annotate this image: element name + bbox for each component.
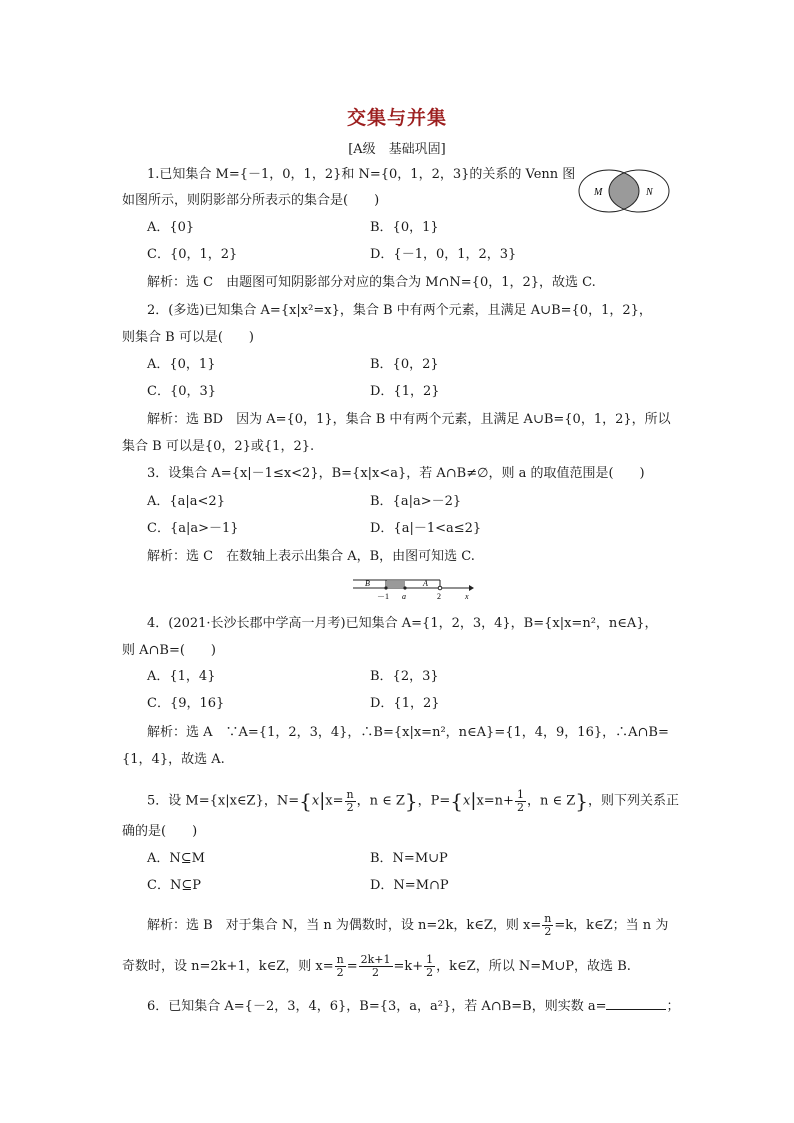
q1-option-b: B．{0，1} (370, 220, 439, 235)
q6-text: 6．已知集合 A={－2，3，4，6}，B={3，a，a²}，若 A∩B=B，则实数 a= (147, 999, 607, 1014)
q5-n-close: } (404, 789, 418, 813)
q3-option-c: C．{a|a>－1} (147, 521, 239, 536)
q5-answer2-fraction1 (335, 954, 346, 979)
q5-answer2-den3: 2 (426, 966, 434, 979)
label-minus-1: －1 (377, 592, 389, 601)
q3-option-b: B．{a|a>－2} (370, 494, 462, 509)
q5-option-b: B．N=M∪P (370, 851, 448, 866)
q5-answer2-num2: 2k+1 (360, 953, 391, 966)
q5-line1 (147, 788, 679, 815)
q1-option-c: C．{0，1，2} (147, 247, 238, 262)
q6-tail: ； (666, 999, 680, 1014)
q5-answer1-text: 解析：选 B 对于集合 N，当 n 为偶数时，设 n=2k，k∈Z，则 x= (147, 918, 542, 933)
q5-answer2-mid: =k+ (393, 959, 424, 974)
q1-line1: 1.已知集合 M={－1，0，1，2}和 N={0，1，2，3}的关系的 Venn 图 (147, 167, 576, 182)
point-2 (438, 586, 442, 590)
q5-p-expr: x=n+ (476, 793, 514, 809)
q5-answer2-fraction3 (424, 954, 435, 979)
level-heading: [A级 基础巩固] (348, 142, 446, 157)
label-set-b: B (365, 579, 370, 588)
q5-answer2-text: 奇数时，设 n=2k+1，k∈Z，则 x= (122, 959, 334, 974)
q2-line2: 则集合 B 可以是( ) (122, 330, 254, 345)
q2-answer-line1: 解析：选 BD 因为 A={0，1}，集合 B 中有两个元素，且满足 A∪B={0，1，2}，所以 (147, 412, 671, 427)
q2-option-c: C．{0，3} (147, 384, 217, 399)
q5-p-bar: | (470, 790, 477, 811)
q5-answer2-den1: 2 (336, 966, 344, 979)
q3-answer: 解析：选 C 在数轴上表示出集合 A，B，由图可知选 C. (147, 549, 475, 564)
q2-option-a: A．{0，1} (147, 357, 216, 372)
page-title: 交集与并集 (346, 107, 447, 129)
q4-option-c: C．{9，16} (147, 696, 225, 711)
q5-answer2-fraction2 (359, 954, 393, 979)
q2-option-b: B．{0，2} (370, 357, 439, 372)
q5-answer-line1 (147, 912, 668, 940)
q4-answer-line2: {1，4}，故选 A. (122, 752, 225, 767)
q1-answer: 解析：选 C 由题图可知阴影部分对应的集合为 M∩N={0，1，2}，故选 C. (147, 275, 596, 290)
number-line (353, 574, 477, 604)
label-x: x (465, 592, 469, 601)
q5-option-a: A．N⊆M (147, 851, 205, 866)
q5-answer1-den: 2 (544, 925, 552, 938)
q5-answer2-num1: n (336, 953, 344, 966)
q5-answer1-num: n (544, 912, 552, 925)
q5-n-expr: x= (325, 793, 344, 809)
q5-option-c: C．N⊆P (147, 878, 201, 893)
q4-line1: 4．(2021·长沙长郡中学高一月考)已知集合 A={1，2，3，4}，B={x|x=n²，n∈A}， (147, 616, 658, 631)
q5-answer1-fraction (542, 913, 553, 938)
q4-option-d: D．{1，2} (370, 696, 440, 711)
q5-answer2-tail: ，k∈Z，所以 N=M∪P，故选 B. (436, 959, 631, 974)
q5-answer2-num3: 1 (426, 953, 434, 966)
q2-line1: 2．(多选)已知集合 A={x|x²=x}，集合 B 中有两个元素，且满足 A∪B={0，1，2}， (147, 303, 652, 318)
point-a (403, 586, 406, 589)
q5-answer2-eq: = (346, 959, 358, 974)
q5-p-cond: ，n ∈ Z (526, 793, 576, 809)
q5-p-denominator: 2 (516, 800, 524, 814)
q3-option-a: A．{a|a<2} (147, 494, 225, 509)
q1-option-a: A．{0} (147, 220, 195, 235)
q5-suffix: ，则下列关系正 (587, 793, 679, 809)
q1-line2: 如图所示，则阴影部分所表示的集合是( ) (122, 193, 380, 208)
q5-option-d: D．N=M∩P (370, 878, 449, 893)
q6-answer-blank[interactable] (606, 997, 666, 1010)
q5-p-numerator: 1 (516, 787, 524, 801)
q5-n-denominator: 2 (346, 800, 354, 814)
q4-line2: 则 A∩B=( ) (122, 643, 217, 658)
q5-p-set: { (450, 789, 464, 813)
venn-diagram (577, 168, 671, 214)
label-set-a: A (423, 579, 428, 588)
q4-option-a: A．{1，4} (147, 669, 216, 684)
q5-answer1-tail: =k，k∈Z；当 n 为 (554, 918, 669, 933)
q4-answer-line1: 解析：选 A ∵A={1，2，3，4}，∴B={x|x=n²，n∈A}={1，4，9，16}，∴A∩B= (147, 725, 669, 740)
q5-n-cond: ，n ∈ Z (356, 793, 405, 809)
point-minus-1 (384, 586, 387, 589)
overlap-shading (386, 581, 405, 588)
q5-line2: 确的是( ) (122, 824, 198, 839)
q5-n-numerator: n (346, 787, 354, 801)
q5-p-prefix: ，P= (417, 793, 451, 809)
q2-option-d: D．{1，2} (370, 384, 440, 399)
label-a: a (402, 592, 406, 601)
venn-label-n: N (646, 187, 653, 198)
q3-line1: 3．设集合 A={x|－1≤x<2}，B={x|x<a}，若 A∩B≠∅，则 a 的取值范围是( ) (147, 466, 645, 481)
q5-p-fraction (515, 789, 526, 814)
q5-n-bar: | (319, 790, 326, 811)
label-2: 2 (437, 592, 441, 601)
q5-answer2-den2: 2 (372, 966, 380, 979)
q5-n-var: x (311, 793, 320, 809)
number-line-arrow (469, 585, 474, 591)
q4-option-b: B．{2，3} (370, 669, 439, 684)
q5-n-set: { (299, 789, 312, 813)
q2-answer-line2: 集合 B 可以是{0，2}或{1，2}. (122, 439, 315, 454)
q5-answer-line2 (122, 953, 631, 981)
q5-n-fraction (345, 789, 356, 814)
q5-p-close: } (575, 789, 588, 813)
q5-prefix: 5．设 M={x|x∈Z}，N= (147, 793, 300, 809)
q1-option-d: D．{－1，0，1，2，3} (370, 247, 517, 262)
q6-line1 (147, 997, 680, 1015)
venn-label-m: M (594, 187, 603, 198)
q5-p-var: x (463, 793, 471, 809)
q3-option-d: D．{a|－1<a≤2} (370, 521, 482, 536)
